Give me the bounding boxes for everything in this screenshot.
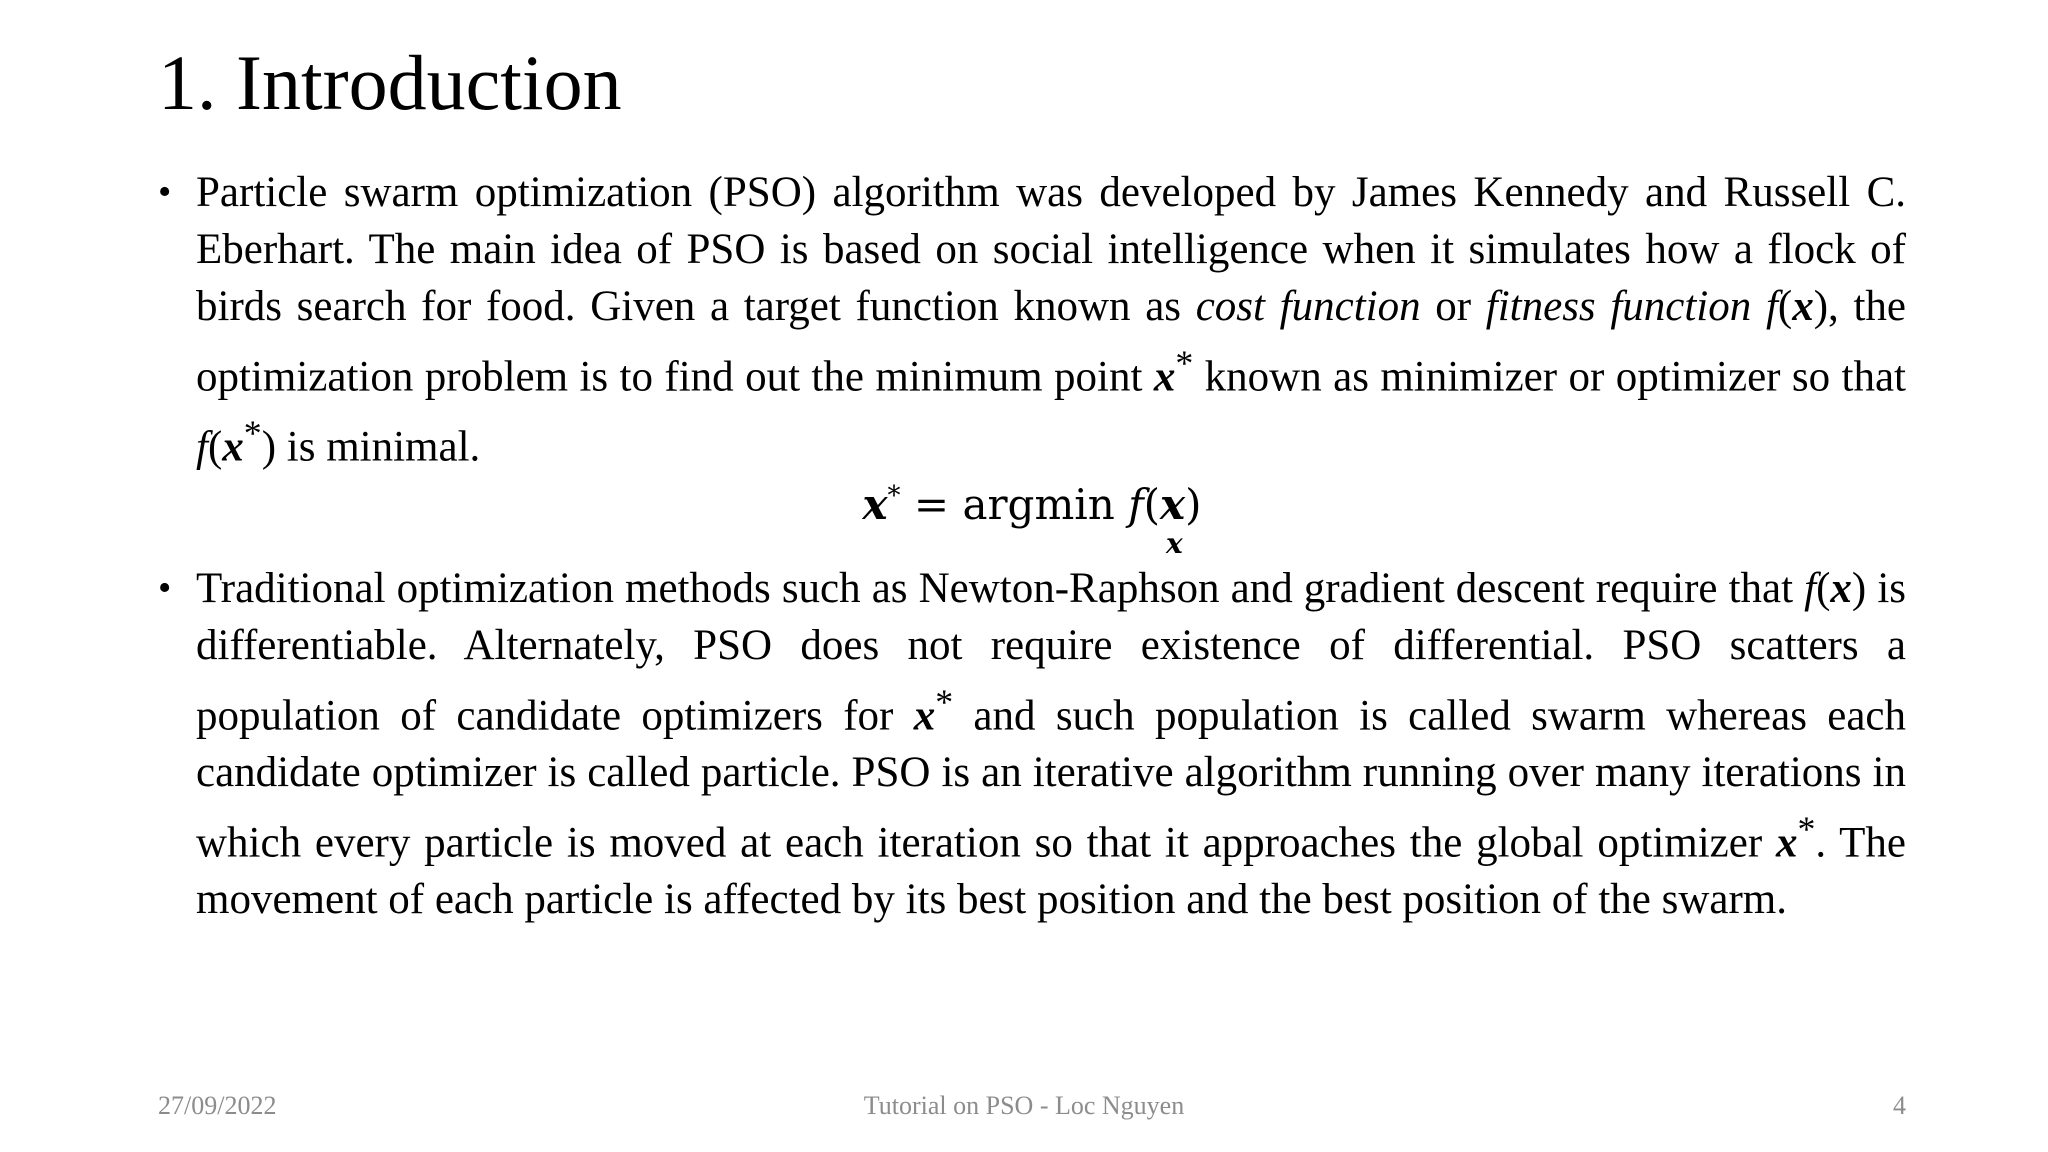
math-x: x <box>913 691 936 739</box>
footer-title: Tutorial on PSO - Loc Nguyen <box>863 1091 1185 1120</box>
footer-page-number: 4 <box>1893 1091 1906 1120</box>
text-segment: ) is differentiable. Alternately, PSO does not require existence of differential. PSO scatters a population of candidate optimizers for <box>196 564 1906 739</box>
bullet-icon: • <box>158 171 172 213</box>
bullet-item-pso-description <box>158 560 1906 929</box>
math-star: * <box>935 681 954 722</box>
formula-subscript: x <box>1166 526 1183 560</box>
formula-x: x <box>1160 479 1186 529</box>
formula-close-paren: ) <box>1185 479 1202 529</box>
math-x: x <box>1153 353 1176 401</box>
text-segment: . The movement of each particle is affected by its best position and the best position of the swarm. <box>196 819 1907 924</box>
formula-open-paren: ( <box>1143 479 1161 529</box>
math-star: * <box>1175 343 1194 383</box>
text-segment: Particle swarm optimization (PSO) algorithm was developed by James Kennedy and Russell C. Eberhart. The main idea of PSO is based on social intelligence when it simulates how a flock of birds search for food. Given a target function known as <box>196 169 1906 330</box>
math-x: x <box>1775 819 1798 867</box>
text-segment: and such population is called swarm whereas each candidate optimizer is called particle. PSO is an iterative algorithm running over many iterations in which every particle is moved at each iteration so that it approaches the global optimizer <box>196 691 1906 867</box>
math-x: x <box>1792 283 1814 330</box>
formula-operator: = argmin <box>900 479 1129 529</box>
math-x: x <box>222 423 244 471</box>
formula-star: * <box>887 480 901 511</box>
slide-content <box>158 164 1906 928</box>
text-segment: ), the optimization problem is to find out the minimum point <box>196 283 1907 401</box>
bullet-item-pso-definition <box>158 164 1906 476</box>
text-segment: ) is minimal. <box>261 423 481 471</box>
math-f: f <box>1765 283 1778 330</box>
term-cost-function: cost function <box>1195 283 1421 330</box>
paragraph-pso-description: Traditional optimization methods such as Newton-Raphson and gradient descent require that f(x) is differentiable. Alternately, PSO does not require existence of differential. PSO scatters a population of candidate optimizers for x* and such population is called swarm whereas each candidate optimizer is called particle. PSO is an iterative algorithm running over many iterations in which every particle is moved at each iteration so that it approaches the global optimizer x*. The movement of each particle is affected by its best position and the best position of the swarm. <box>196 564 1907 924</box>
formula-f: f <box>1128 479 1144 529</box>
paragraph-pso-definition: Particle swarm optimization (PSO) algorithm was developed by James Kennedy and Russell C. Eberhart. The main idea of PSO is based on social intelligence when it simulates how a flock of birds search for food. Given a target function known as cost function or fitness function f(x), the optimization problem is to find out the minimum point x* known as minimizer or optimizer so that f(x*) is minimal. <box>196 169 1907 471</box>
math-f: f <box>196 423 208 471</box>
term-fitness-function: fitness function <box>1485 283 1752 330</box>
text-segment: Traditional optimization methods such as Newton-Raphson and gradient descent require that <box>196 564 1805 612</box>
text-segment: or <box>1420 283 1486 330</box>
math-star: * <box>243 413 262 454</box>
math-x: x <box>1830 564 1852 612</box>
bullet-icon: • <box>158 566 172 609</box>
formula-x: x <box>862 479 888 529</box>
slide-title: 1. Introduction <box>158 39 622 126</box>
math-f: f <box>1804 564 1817 612</box>
argmin-formula <box>158 476 1906 560</box>
math-star: * <box>1797 808 1816 849</box>
formula-expression <box>158 476 1906 534</box>
text-segment: known as minimizer or optimizer so that <box>1193 353 1907 401</box>
footer-date: 27/09/2022 <box>158 1091 277 1120</box>
